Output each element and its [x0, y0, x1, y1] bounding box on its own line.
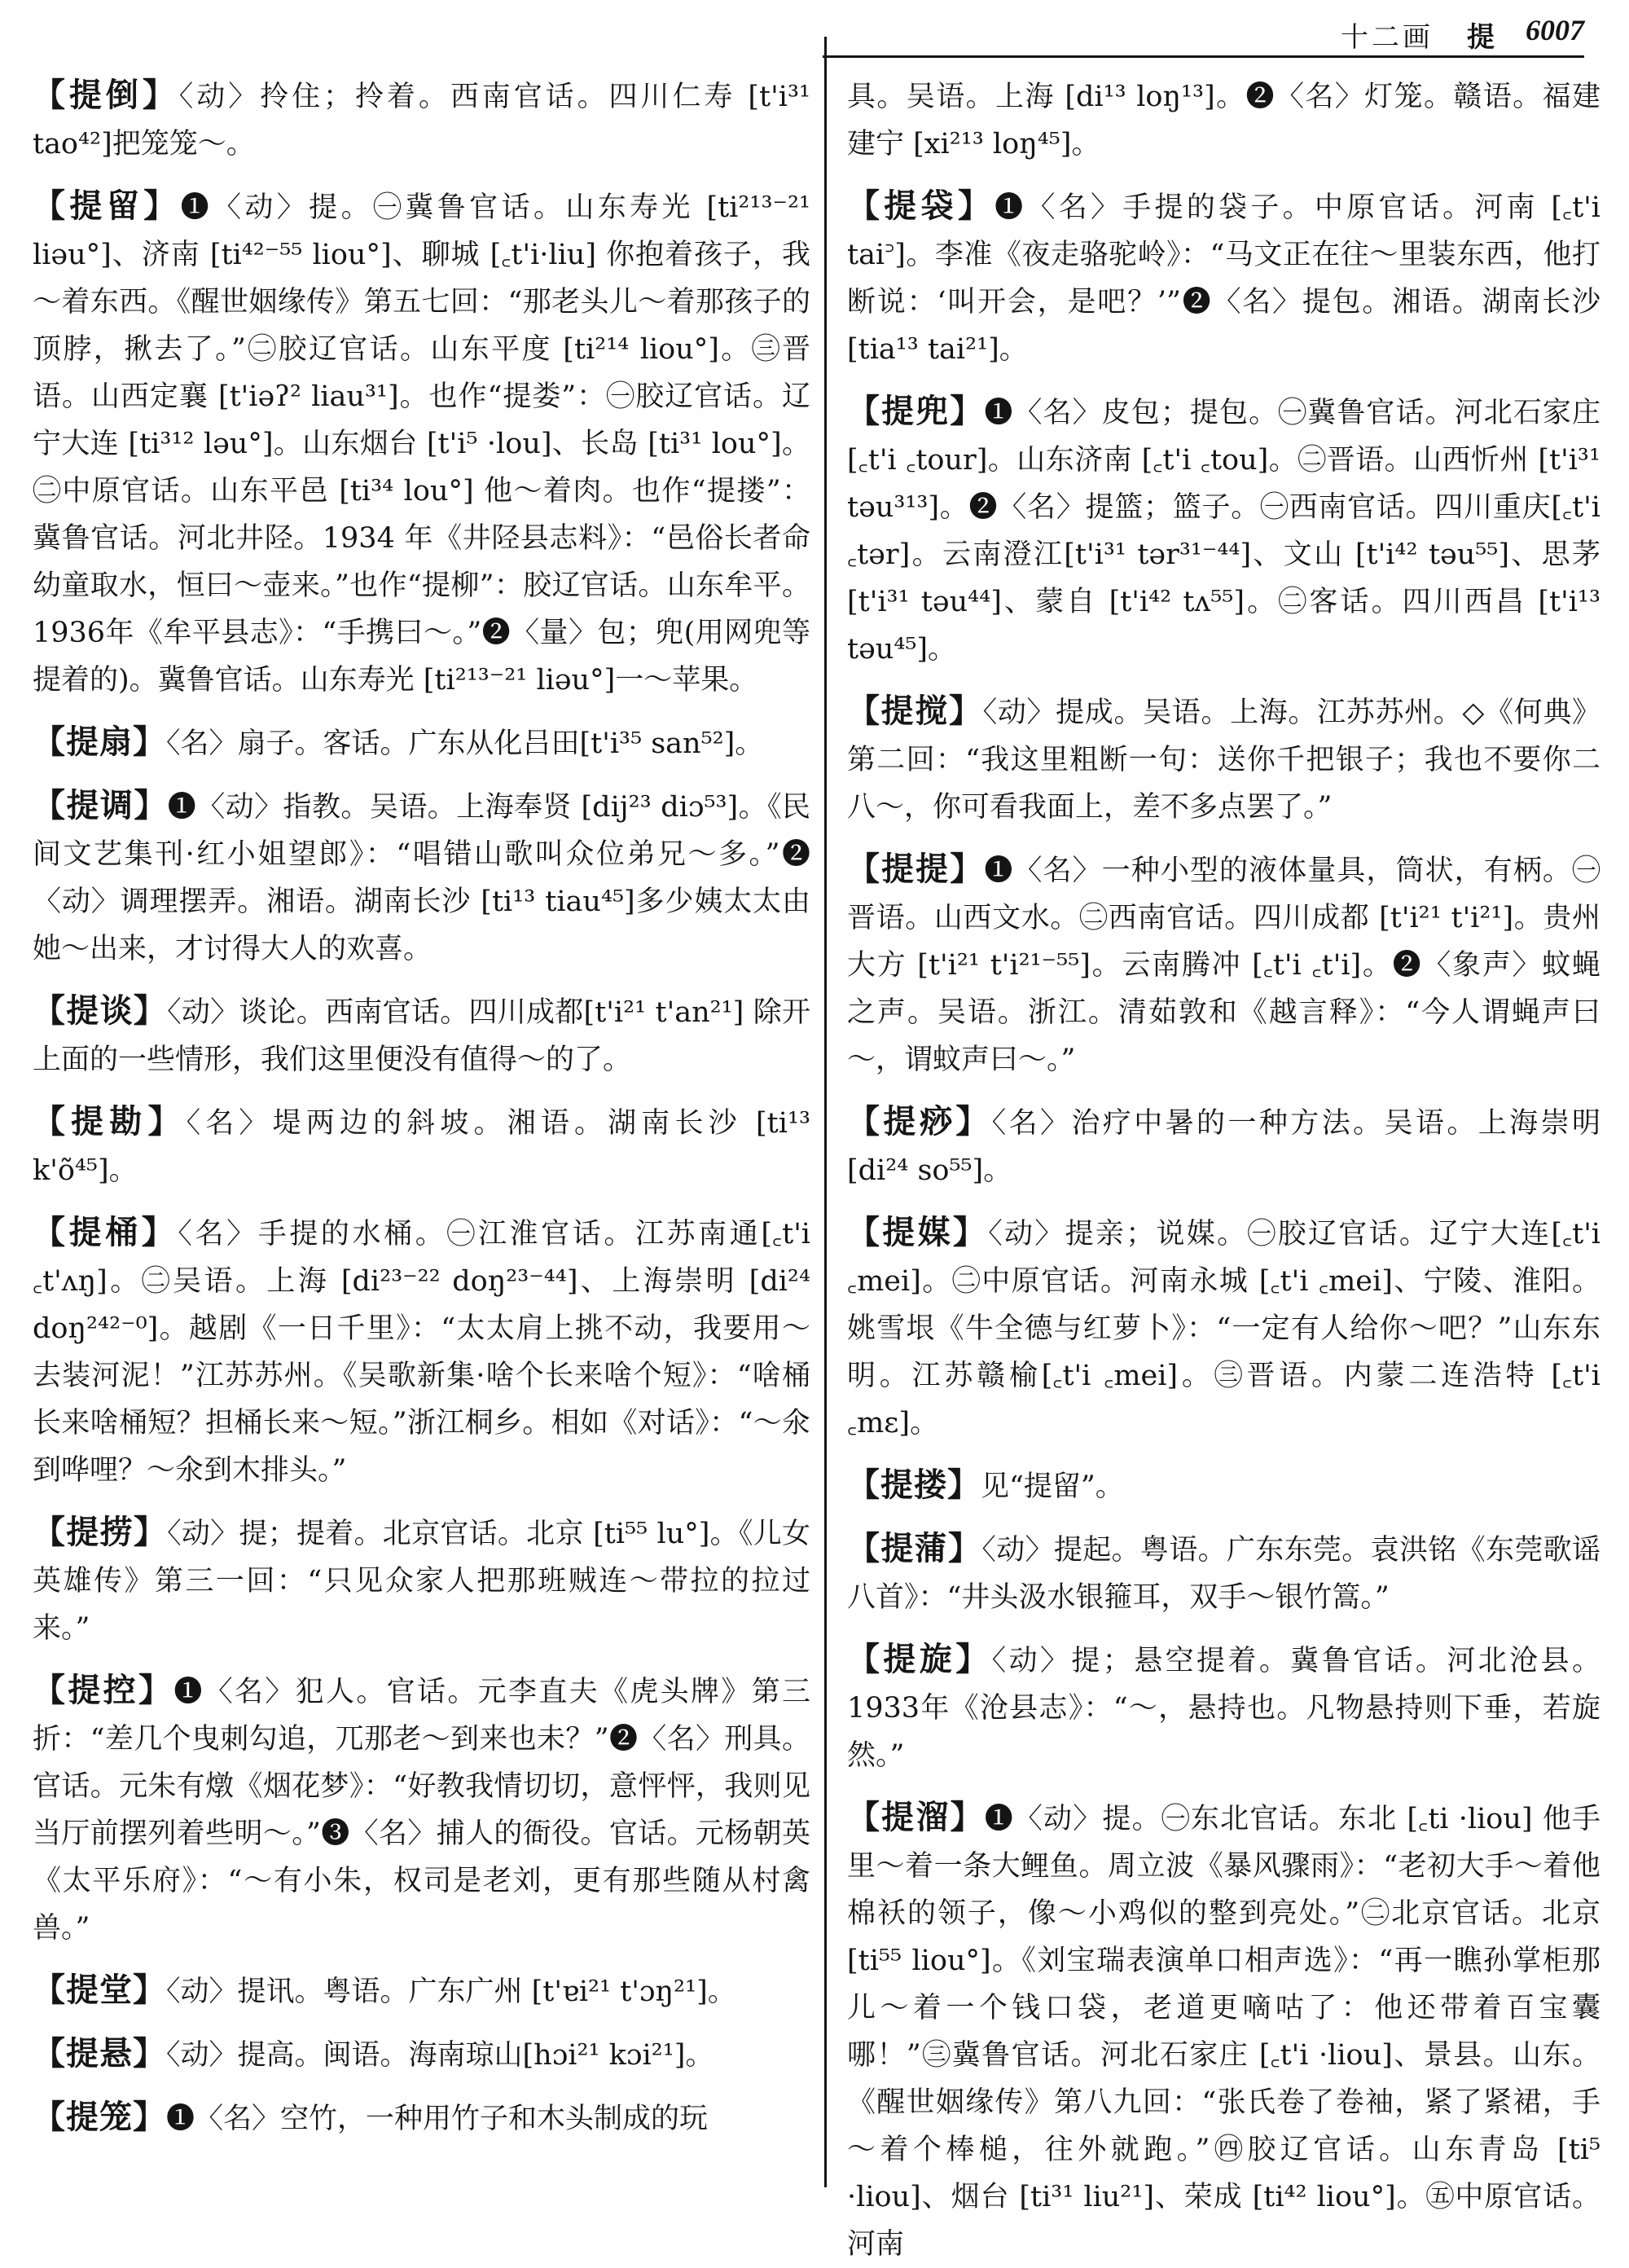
page-number: 6007 — [1526, 14, 1584, 46]
left-column — [33, 72, 810, 2190]
entry-headword: 【提痧】 — [847, 1103, 992, 1141]
entry-headword: 【提提】 — [847, 850, 985, 888]
dictionary-entry — [33, 1209, 810, 1494]
entry-definition: 〈动〉提高。闽语。海南琼山[hɔi²¹ kɔi²¹]。 — [166, 2039, 714, 2072]
entry-definition: 〈动〉拎住；拎着。西南官话。四川仁寿 [t'i³¹ tao⁴²]把笼笼～。 — [33, 81, 811, 160]
entry-definition: 〈动〉提起。粤语。广东东莞。袁洪铭《东莞歌谣八首》：“井头汲水银箍耳，双手～银竹篙。” — [847, 1534, 1600, 1614]
header-rule — [823, 55, 1584, 58]
dictionary-entry — [847, 388, 1600, 673]
entry-definition: 〈动〉提讯。粤语。广东广州 [t'ɐi²¹ t'ɔŋ²¹]。 — [166, 1976, 736, 2008]
entry-headword: 【提控】 — [33, 1672, 174, 1709]
entry-headword: 【提搂】 — [847, 1466, 981, 1504]
entry-headword: 【提调】 — [33, 787, 168, 824]
dictionary-entry — [33, 182, 810, 704]
entry-headword: 【提旋】 — [847, 1641, 992, 1678]
entry-definition: 见“提留”。 — [981, 1470, 1124, 1503]
entry-headword: 【提谈】 — [33, 992, 168, 1030]
dictionary-entry — [847, 1098, 1600, 1194]
entry-definition: ❶〈动〉指教。吴语。上海奉贤 [dij²³ diɔ⁵³]。《民间文艺集刊·红小姐望郎》：“唱错山歌叫众位弟兄～多。”❷〈动〉调理摆弄。湘语。湖南长沙 [ti¹³ tiau⁴⁵]多少姨太太由她～出来，才讨得大人的欢喜。 — [33, 791, 811, 965]
dictionary-entry — [847, 1461, 1600, 1510]
entry-headword: 【提堂】 — [33, 1971, 166, 2009]
entry-headword: 【提兜】 — [847, 393, 985, 430]
dictionary-entry — [33, 2030, 810, 2079]
entry-definition: 〈名〉治疗中暑的一种方法。吴语。上海崇明 [di²⁴ so⁵⁵]。 — [847, 1107, 1600, 1187]
entry-headword: 【提悬】 — [33, 2035, 166, 2072]
entry-definition: 〈名〉扇子。客话。广东从化吕田[t'i³⁵ san⁵²]。 — [166, 727, 764, 760]
dictionary-entry — [847, 846, 1600, 1083]
dictionary-entry — [33, 72, 810, 168]
entry-definition: 〈动〉谈论。西南官话。四川成都[t'i²¹ t'an²¹] 除开上面的一些情形，我们这里便没有值得～的了。 — [33, 996, 810, 1076]
entry-definition: ❶〈名〉一种小型的液体量具，筒状，有柄。㊀晋语。山西文水。㊁西南官话。四川成都 [t'i²¹ t'i²¹]。贵州大方 [t'i²¹ t'i²¹⁻⁵⁵]。云南腾冲 [꜀t'i ꜀t'i]。❷〈象声〉蚊蝇之声。吴语。浙江。清茹敦和《越言释》：“今人谓蝇声曰～，谓蚊声曰～。” — [847, 855, 1600, 1076]
entry-headword: 【提勘】 — [33, 1103, 187, 1141]
dictionary-entry — [847, 1794, 1600, 2268]
entry-definition: 〈动〉提亲；说媒。㊀胶辽官话。辽宁大连[꜀t'i ꜀mei]。㊁中原官话。河南永城 [꜀t'i ꜀mei]、宁陵、淮阳。姚雪垠《牛全德与红萝卜》：“一定有人给你～吧？”山东东明。江苏赣榆[꜀t'i ꜀mei]。㊂晋语。内蒙二连浩特 [꜀t'i ꜀mɛ]。 — [847, 1218, 1601, 1439]
dictionary-entry — [847, 1209, 1600, 1447]
entry-definition: ❶〈名〉空竹，一种用竹子和木头制成的玩 — [166, 2103, 709, 2135]
entry-headword: 【提捞】 — [33, 1514, 168, 1551]
dictionary-entry — [33, 719, 810, 767]
entry-definition: ❶〈名〉手提的袋子。中原官话。河南 [꜀t'i tai꜄]。李准《夜走骆驼岭》：“马文正在往～里装东西，他打断说：‘叫开会，是吧？’”❷〈名〉提包。湘语。湖南长沙 [tia¹³ tai²¹]。 — [847, 191, 1601, 366]
dictionary-entry-continued — [847, 72, 1600, 168]
dictionary-entry — [847, 688, 1600, 831]
entry-headword: 【提桶】 — [33, 1214, 178, 1251]
entry-definition: 〈动〉提；悬空提着。冀鲁官话。河北沧县。1933年《沧县志》：“～，悬持也。凡物悬持则下垂，若旋然。” — [847, 1645, 1600, 1772]
entry-headword: 【提留】 — [33, 187, 181, 225]
entry-headword: 【提溜】 — [847, 1799, 985, 1836]
dictionary-entry — [33, 1098, 810, 1194]
dictionary-entry — [33, 1967, 810, 2015]
dictionary-entry — [33, 1667, 810, 1952]
dictionary-entry — [33, 1509, 810, 1652]
entry-definition: 〈名〉堤两边的斜坡。湘语。湖南长沙 [ti¹³ k'õ⁴⁵]。 — [33, 1107, 811, 1187]
dictionary-entry — [847, 182, 1600, 373]
dictionary-entry — [847, 1525, 1600, 1621]
dictionary-entry — [847, 1636, 1600, 1779]
column-divider — [824, 37, 827, 2187]
head-character: 提 — [1467, 21, 1495, 54]
section-label: 十二画 — [1341, 21, 1434, 54]
entry-headword: 【提笼】 — [33, 2099, 166, 2136]
entry-definition: ❶〈名〉皮包；提包。㊀冀鲁官话。河北石家庄 [꜀t'i ꜀tour]。山东济南 [꜀t'i ꜀tou]。㊁晋语。山西忻州 [t'i³¹ təu³¹³]。❷〈名〉提篮；篮子。㊀西南官话。四川重庆[꜀t'i ꜀tər]。云南澄江[t'i³¹ tər³¹⁻⁴⁴]、文山 [t'i⁴² təu⁵⁵]、思茅 [t'i³¹ təu⁴⁴]、蒙自 [t'i⁴² tʌ⁵⁵]。㊁客话。四川西昌 [t'i¹³ təu⁴⁵]。 — [847, 397, 1600, 666]
dictionary-entry — [33, 987, 810, 1083]
entry-definition: 〈动〉提成。吴语。上海。江苏苏州。◇《何典》第二回：“我这里粗断一句：送你千把银子；我也不要你二八～，你可看我面上，差不多点罢了。” — [847, 697, 1601, 824]
entry-headword: 【提搅】 — [847, 692, 983, 730]
dictionary-entry — [33, 782, 810, 973]
entry-headword: 【提袋】 — [847, 187, 995, 225]
entry-headword: 【提蒲】 — [847, 1530, 982, 1567]
entry-definition: 〈动〉提；提着。北京官话。北京 [ti⁵⁵ lu°]。《儿女英雄传》第三一回：“只见众家人把那班贼连～带拉的拉过来。” — [33, 1518, 811, 1645]
entry-definition: ❶〈动〉提。㊀东北官话。东北 [꜀ti ·liou] 他手里～着一条大鲤鱼。周立波《暴风骤雨》：“老初大手～着他棉袄的领子，像～小鸡似的整到亮处。”㊁北京官话。北京 [ti⁵⁵ liou°]。《刘宝瑞表演单口相声选》：“再一瞧孙掌柜那儿～着一个钱口袋，老道更嘀咕了：他还带着百宝囊哪！”㊂冀鲁官话。河北石家庄 [꜀t'i ·liou]、景县。山东。《醒世姻缘传》第八九回：“张氏卷了卷袖，紧了紧裙，手～着个棒槌，往外就跑。”㊃胶辽官话。山东青岛 [ti⁵ ·liou]、烟台 [ti³¹ liu²¹]、荣成 [ti⁴² liou°]。㊄中原官话。河南 — [847, 1803, 1601, 2261]
entry-definition: 〈名〉手提的水桶。㊀江淮官话。江苏南通[꜀t'i ꜀t'ʌŋ]。㊁吴语。上海 [di²³⁻²² doŋ²³⁻⁴⁴]、上海崇明 [di²⁴ doŋ²⁴²⁻⁰]。越剧《一日千里》：“太太肩上挑不动，我要用～去装河泥！”江苏苏州。《吴歌新集·啥个长来啥个短》：“啥桶长来啥桶短？担桶长来～短。”浙江桐乡。相如《对话》：“～氽到哗哩？～氽到木排头。” — [33, 1218, 811, 1487]
entry-definition: 具。吴语。上海 [di¹³ loŋ¹³]。❷〈名〉灯笼。赣语。福建建宁 [xi²¹³ loŋ⁴⁵]。 — [847, 81, 1600, 160]
dictionary-entry — [33, 2094, 810, 2143]
entry-headword: 【提媒】 — [847, 1214, 989, 1251]
entry-headword: 【提倒】 — [33, 77, 179, 114]
entry-definition: ❶〈动〉提。㊀冀鲁官话。山东寿光 [ti²¹³⁻²¹ liəu°]、济南 [ti⁴²⁻⁵⁵ liou°]、聊城 [꜀t'i·liu] 你抱着孩子，我～着东西。《醒世姻缘传》第五七回：“那老头儿～着那孩子的顶脖，揪去了。”㊁胶辽官话。山东平度 [ti²¹⁴ liou°]。㊂晋语。山西定襄 [t'iəʔ² liau³¹]。也作“提娄”：㊀胶辽官话。辽宁大连 [ti³¹² ləu°]。山东烟台 [t'i⁵ ·lou]、长岛 [ti³¹ lou°]。㊁中原官话。山东平邑 [ti³⁴ lou°] 他～着肉。也作“提搂”：冀鲁官话。河北井陉。1934 年《井陉县志料》：“邑俗长者命幼童取水，恒曰～壶来。”也作“提柳”：胶辽官话。山东牟平。1936年《牟平县志》：“手携曰～。”❷〈量〉包；兜(用网兜等提着的)。冀鲁官话。山东寿光 [ti²¹³⁻²¹ liəu°]一～苹果。 — [33, 191, 811, 697]
entry-headword: 【提扇】 — [33, 723, 166, 761]
right-column — [847, 72, 1601, 2261]
entry-definition: ❶〈名〉犯人。官话。元李直夫《虎头牌》第三折：“差几个曳刺勾追，兀那老～到来也未？”❷〈名〉刑具。官话。元朱有燉《烟花梦》：“好教我情切切，意怦怦，我则见当厅前摆列着些明～。”❸〈名〉捕人的衙役。官话。元杨朝英《太平乐府》：“～有小朱，权司是老刘，更有那些随从村禽兽。” — [33, 1676, 810, 1945]
page-header — [0, 0, 1629, 59]
